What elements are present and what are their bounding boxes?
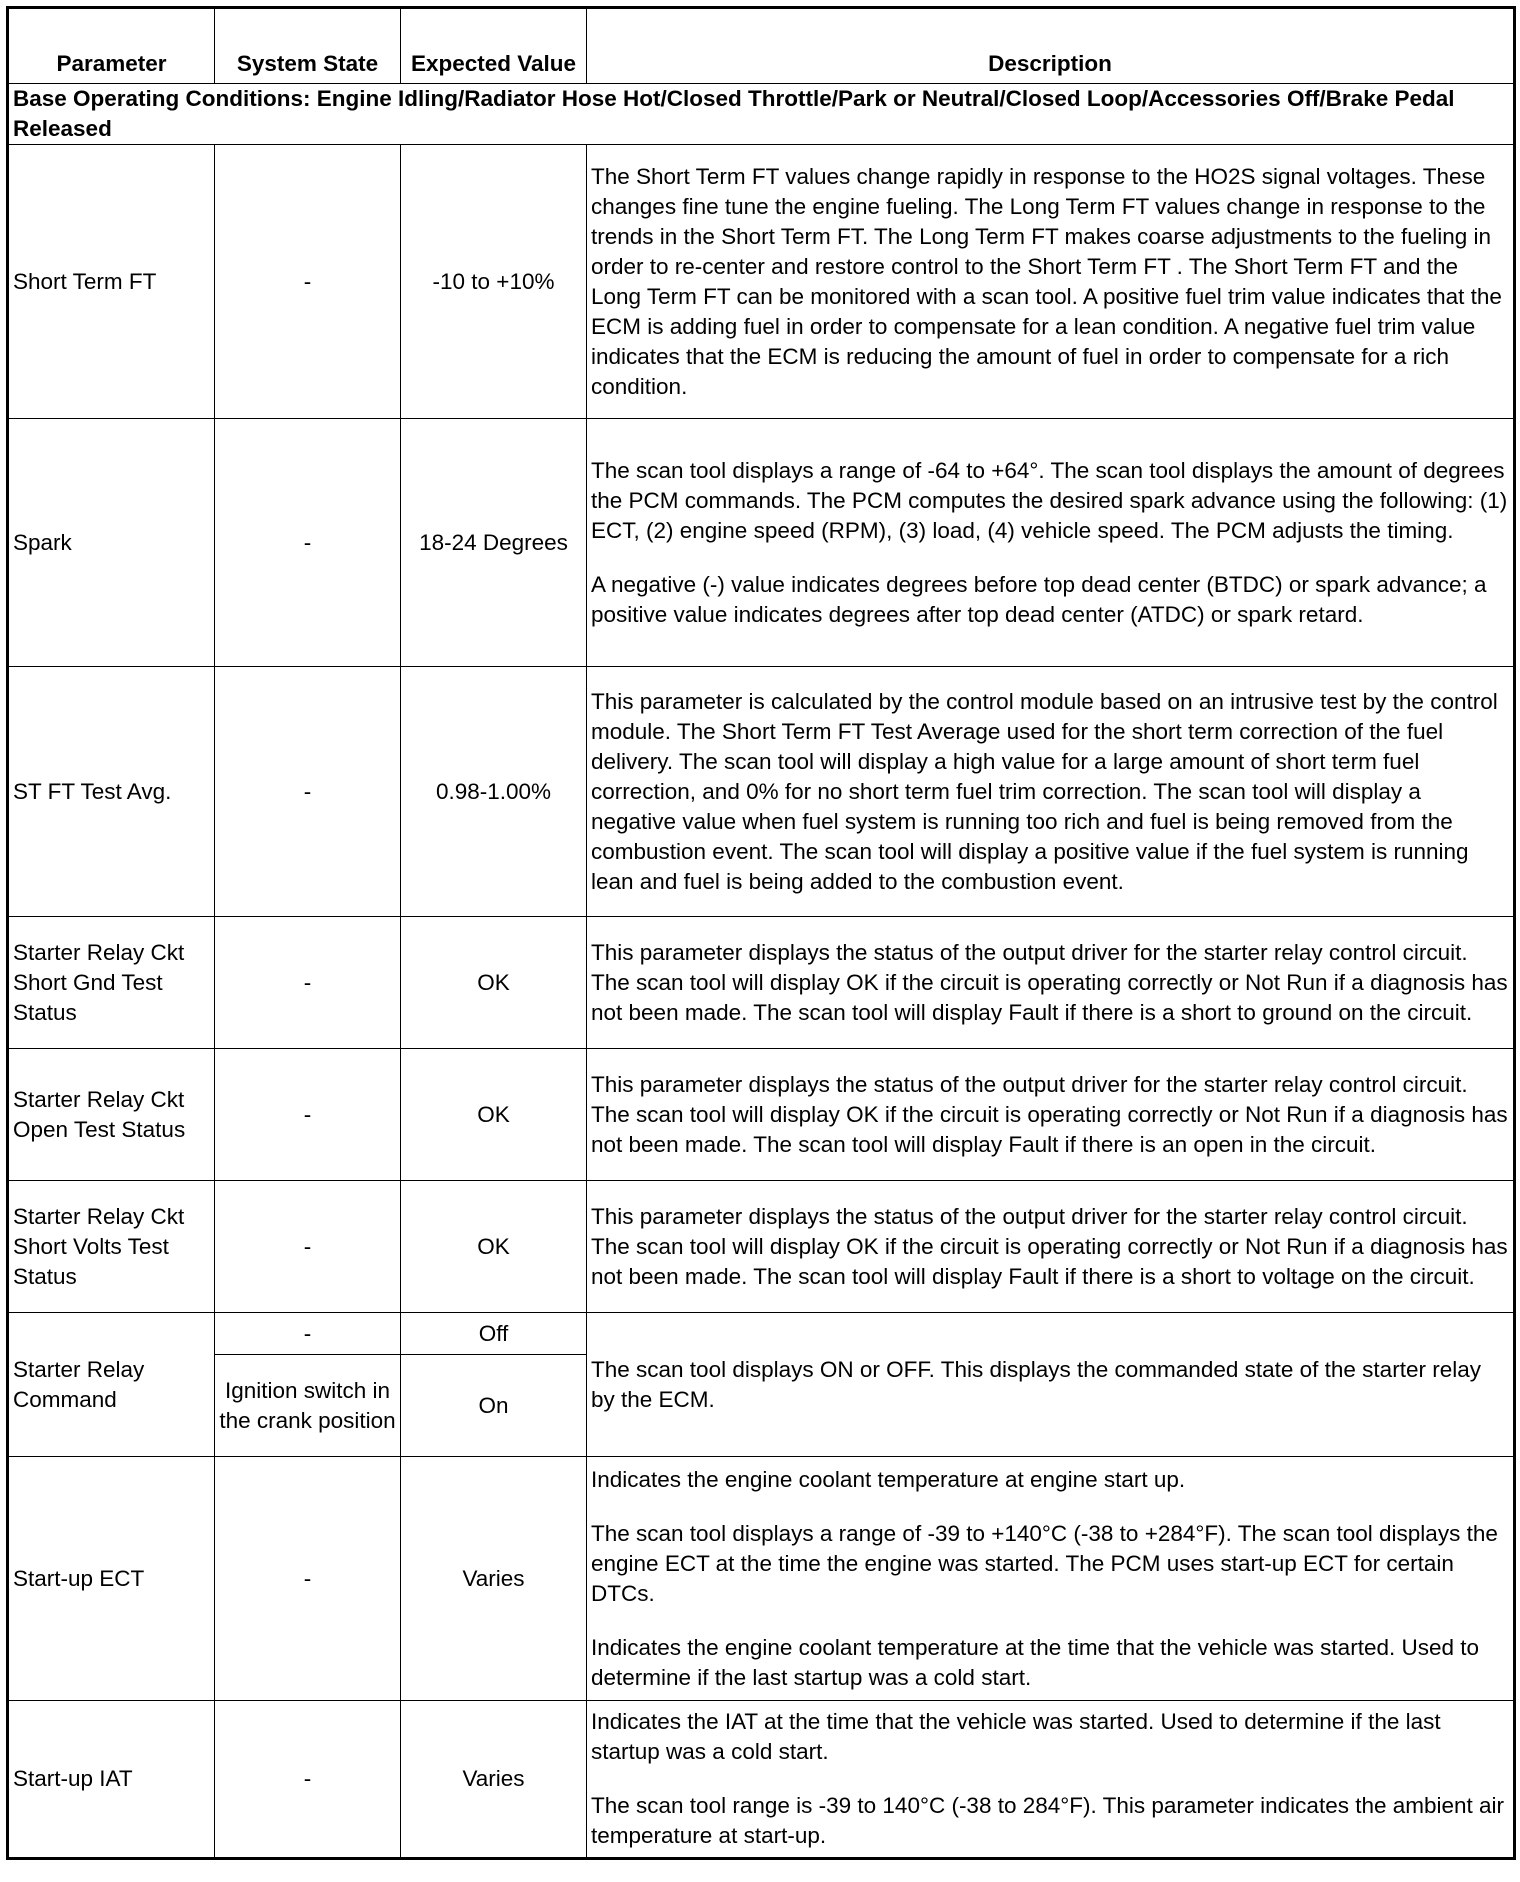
- description-paragraph: A negative (-) value indicates degrees before top dead center (BTDC) or spark advance; a positive value indicates degrees after top dead center (ATDC) or spark retard.: [591, 571, 1487, 627]
- description: [587, 1313, 1515, 1457]
- system-state: -: [215, 1457, 401, 1701]
- base-conditions: Base Operating Conditions: Engine Idling/Radiator Hose Hot/Closed Throttle/Park or Neutral/Closed Loop/Accessories Off/Brake Pedal Released: [8, 84, 1515, 145]
- system-state: -: [215, 1701, 401, 1859]
- parameter-name: Start-up IAT: [8, 1701, 215, 1859]
- description-paragraph: The Short Term FT values change rapidly in response to the HO2S signal voltages. These changes fine tune the engine fueling. The Long Term FT values change in response to the trends in the Short Term FT. The Long Term FT makes coarse adjustments to the fueling in order to re-center and restore control to the Short Term FT . The Short Term FT and the Long Term FT can be monitored with a scan tool. A positive fuel trim value indicates that the ECM is adding fuel in order to compensate for a lean condition. A negative fuel trim value indicates that the ECM is reducing the amount of fuel in order to compensate for a rich condition.: [591, 163, 1502, 399]
- table-row: [8, 1701, 1515, 1859]
- table-row: [8, 667, 1515, 917]
- expected-value: OK: [401, 1181, 587, 1313]
- description-paragraph: The scan tool displays a range of -64 to +64°. The scan tool displays the amount of degrees the PCM commands. The PCM computes the desired spark advance using the following: (1) ECT, (2) engine speed (RPM), (3) load, (4) vehicle speed. The PCM adjusts the timing.: [591, 457, 1508, 543]
- description: [587, 1701, 1515, 1859]
- description-paragraph: This parameter displays the status of the output driver for the starter relay control circuit. The scan tool will display OK if the circuit is operating correctly or Not Run if a diagnosis has not been made. The scan tool will display Fault if there is a short to ground on the circuit.: [591, 939, 1508, 1025]
- system-state: -: [215, 667, 401, 917]
- system-state: -: [215, 917, 401, 1049]
- parameter-table-container: [6, 6, 1516, 1860]
- parameter-name: Spark: [8, 419, 215, 667]
- header-parameter: Parameter: [8, 8, 215, 84]
- header-system-state: System State: [215, 8, 401, 84]
- table-row: [8, 917, 1515, 1049]
- description: [587, 419, 1515, 667]
- parameter-name: Short Term FT: [8, 145, 215, 419]
- table-row: [8, 1181, 1515, 1313]
- system-state: Ignition switch in the crank position: [215, 1355, 401, 1457]
- description: [587, 917, 1515, 1049]
- system-state: -: [215, 1313, 401, 1355]
- description: [587, 667, 1515, 917]
- description-paragraph: Indicates the engine coolant temperature at the time that the vehicle was started. Used to determine if the last startup was a cold start.: [591, 1634, 1480, 1690]
- expected-value: 18-24 Degrees: [401, 419, 587, 667]
- description-paragraph: The scan tool displays a range of -39 to +140°C (-38 to +284°F). The scan tool displays the engine ECT at the time the engine was started. The PCM uses start-up ECT for certain DTCs.: [591, 1520, 1498, 1606]
- table-row: [8, 1457, 1515, 1701]
- expected-value: On: [401, 1355, 587, 1457]
- description: [587, 1457, 1515, 1701]
- description: [587, 1181, 1515, 1313]
- expected-value: Varies: [401, 1457, 587, 1701]
- expected-value: 0.98-1.00%: [401, 667, 587, 917]
- parameter-name: Start-up ECT: [8, 1457, 215, 1701]
- expected-value: Off: [401, 1313, 587, 1355]
- description-paragraph: This parameter is calculated by the control module based on an intrusive test by the control module. The Short Term FT Test Average used for the short term correction of the fuel delivery. The scan tool will display a high value for a large amount of short term fuel correction, and 0% for no short term fuel trim correction. The scan tool will display a negative value when fuel system is running too rich and fuel is being removed from the combustion event. The scan tool will display a positive value if the fuel system is running lean and fuel is being added to the combustion event.: [591, 688, 1498, 894]
- scan-tool-data-table: [6, 6, 1516, 1860]
- description: [587, 145, 1515, 419]
- system-state: -: [215, 1049, 401, 1181]
- expected-value: Varies: [401, 1701, 587, 1859]
- header-expected-value: Expected Value: [401, 8, 587, 84]
- description-paragraph: The scan tool range is -39 to 140°C (-38 to 284°F). This parameter indicates the ambient air temperature at start-up.: [591, 1793, 1505, 1848]
- system-state: -: [215, 1181, 401, 1313]
- header-row: [8, 8, 1515, 84]
- parameter-name: Starter Relay Ckt Short Volts Test Status: [8, 1181, 215, 1313]
- description-paragraph: This parameter displays the status of the output driver for the starter relay control circuit. The scan tool will display OK if the circuit is operating correctly or Not Run if a diagnosis has not been made. The scan tool will display Fault if there is a short to voltage on the circuit.: [591, 1203, 1508, 1289]
- description-paragraph: The scan tool displays ON or OFF. This displays the commanded state of the starter relay by the ECM.: [591, 1356, 1481, 1412]
- parameter-name: Starter Relay Command: [8, 1313, 215, 1457]
- parameter-name: ST FT Test Avg.: [8, 667, 215, 917]
- expected-value: OK: [401, 917, 587, 1049]
- base-conditions-row: [8, 84, 1515, 145]
- description-paragraph: Indicates the engine coolant temperature at engine start up.: [591, 1466, 1186, 1492]
- parameter-name: Starter Relay Ckt Open Test Status: [8, 1049, 215, 1181]
- system-state: -: [215, 145, 401, 419]
- table-row: [8, 1049, 1515, 1181]
- description-paragraph: Indicates the IAT at the time that the vehicle was started. Used to determine if the last startup was a cold start.: [591, 1709, 1441, 1764]
- parameter-name: Starter Relay Ckt Short Gnd Test Status: [8, 917, 215, 1049]
- table-row: [8, 419, 1515, 667]
- system-state: -: [215, 419, 401, 667]
- expected-value: -10 to +10%: [401, 145, 587, 419]
- header-description: Description: [587, 8, 1515, 84]
- expected-value: OK: [401, 1049, 587, 1181]
- table-row: [8, 145, 1515, 419]
- description: [587, 1049, 1515, 1181]
- table-row: [8, 1313, 1515, 1355]
- description-paragraph: This parameter displays the status of the output driver for the starter relay control circuit. The scan tool will display OK if the circuit is operating correctly or Not Run if a diagnosis has not been made. The scan tool will display Fault if there is an open in the circuit.: [591, 1071, 1508, 1157]
